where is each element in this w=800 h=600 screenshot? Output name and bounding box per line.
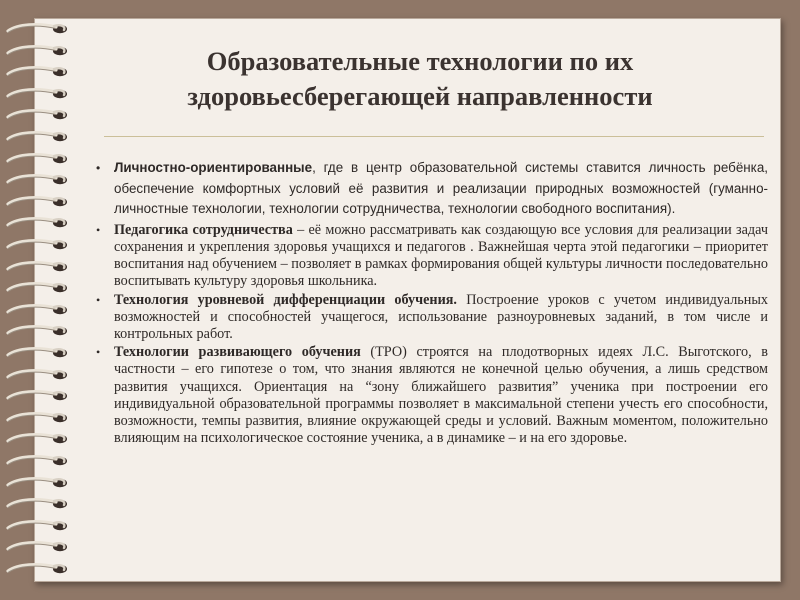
spiral-ring-icon [4,152,72,165]
spiral-ring-icon [4,173,72,186]
spiral-ring-icon [4,44,72,57]
spiral-ring-icon [4,22,72,35]
spiral-ring-icon [4,303,72,316]
list-item [92,158,768,220]
spiral-ring-icon [4,130,72,143]
bullet-icon: • [96,345,101,360]
list-item [92,222,768,291]
title-divider [104,136,764,137]
spiral-ring-icon [4,411,72,424]
bullet-icon: • [96,161,101,175]
spiral-ring-icon [4,562,72,575]
bullet-list [92,158,768,448]
spiral-ring-icon [4,324,72,337]
spiral-ring-icon [4,389,72,402]
spiral-ring-icon [4,346,72,359]
spiral-ring-icon [4,519,72,532]
spiral-ring-icon [4,65,72,78]
bullet-icon: • [96,222,101,237]
spiral-ring-icon [4,87,72,100]
bullet-icon: • [96,292,101,307]
item-text: (ТРО) строятся на плодотворных идеях Л.С. Выготского, в частности – его гипотезе о том, что знания являются не конечной целью обучения, а лишь средством развития учащихся. Ориентация на “зону ближайшего развития” ученика при построении его индивидуальной образовательной программы позволяет в максимальной степени учесть его способности, возможности, темпы развития, влияние окружающей среды и условий. Важным моментом, положительно влияющим на психологическое состояние ученика, а в динамике – и на его здоровье. [114,344,768,447]
title-line-1: Образовательные технологии по их [206,46,634,76]
item-term: Технология уровневой дифференциации обучения. [114,291,457,308]
item-text: – её можно рассматривать как создающую все условия для реализации задач сохранения и укрепления здоровья учащихся и педагогов . Важнейшая черта этой педагогики – приоритет воспитания над обучением – позволяет в рамках формирования общей культуры личности последовательно воспитывать культуру здоровья школьника. [114,221,768,290]
spiral-ring-icon [4,260,72,273]
item-term: Личностно-ориентированные [114,160,313,175]
title-line-2: здоровьесберегающей направленности [187,81,653,111]
spiral-ring-icon [4,432,72,445]
item-term: Технологии развивающего обучения [114,344,361,361]
spiral-ring-icon [4,238,72,251]
spiral-ring-icon [4,281,72,294]
spiral-ring-icon [4,540,72,553]
spiral-ring-icon [4,454,72,467]
list-item [92,292,768,344]
spiral-ring-icon [4,216,72,229]
item-text: , где в центр образовательной системы ставится личность ребёнка, обеспечение комфортных условий её развития и реализации природных возможностей (гуманно-личностные технологии, технологии сотрудничества, технологии свободного воспитания). [114,160,768,217]
slide-title [70,44,770,114]
spiral-ring-icon [4,368,72,381]
list-item [92,344,768,447]
item-text: Построение уроков с учетом индивидуальных возможностей и способностей учащегося, использование разноуровневых заданий, в том числе и контрольных работ. [114,291,768,342]
spiral-ring-icon [4,497,72,510]
spiral-ring-icon [4,108,72,121]
spiral-ring-icon [4,195,72,208]
item-term: Педагогика сотрудничества [114,221,293,238]
spiral-ring-icon [4,476,72,489]
